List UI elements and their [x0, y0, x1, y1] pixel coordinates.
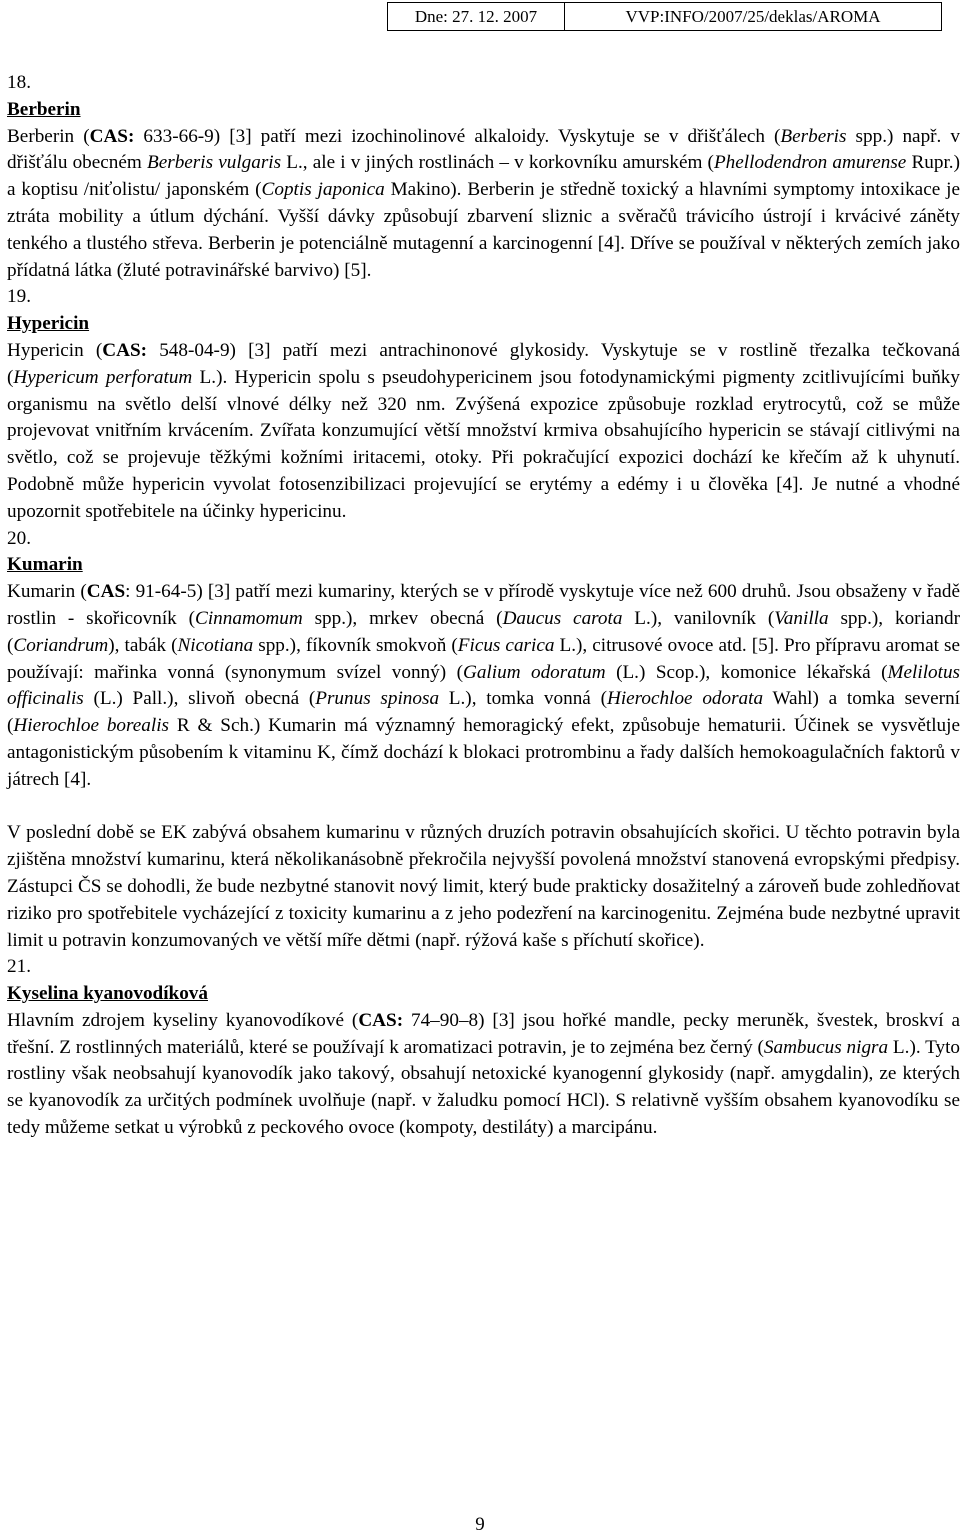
- text-run: spp.), mrkev obecná (: [302, 607, 503, 629]
- italic-text: Cinnamomum: [195, 607, 303, 629]
- text-run: Wahl) a tomka severní (: [7, 688, 960, 737]
- italic-text: Prunus spinosa: [315, 688, 440, 710]
- text-run: (L.) Scop.), komonice lékařská (: [605, 661, 888, 683]
- header-reference: VVP:INFO/2007/25/deklas/AROMA: [625, 6, 881, 26]
- text-run: L.). Hypericin spolu s pseudohypericinem jsou fotodynamickými pigmenty zcitlivujícími buňky organismu na světlo delší vlnové délky než 320 nm. Zvýšená expozice způsobuje rozklad erytrocytů, což se může projevovat vnitřním krvácením. Zvířata konzumující větší množství krmiva obsahujícího hypericin se stávají citlivými na světlo, což se projevuje těžkými kožními iritacemi, otoky. Při pokračující expozici dochází ke křečím až k uhynutí. Podobně může hypericin vyvolat fotosenzibilizaci projevující se erytémy a edémy i u člověka [4]. Je nutné a vhodné upozornit spotřebitele na účinky hypericinu.: [7, 366, 960, 522]
- section: [7, 526, 960, 955]
- section: [7, 70, 960, 284]
- document-body: [7, 70, 960, 1142]
- text-run: L.), tomka vonná (: [439, 688, 607, 710]
- text-run: Hypericin (: [7, 339, 103, 361]
- section-number: 18.: [7, 72, 31, 93]
- bold-text: CAS:: [102, 339, 148, 361]
- text-run: spp.), koriandr (: [7, 607, 960, 656]
- paragraph: [7, 338, 960, 526]
- section-title: Kyselina kyanovodíková: [7, 983, 208, 1005]
- text-run: 633-66-9) [3] patří mezi izochinolinové alkaloidy. Vyskytuje se v dřišťálech (: [134, 125, 781, 147]
- section-title: Berberin: [7, 98, 81, 120]
- italic-text: Hypericum perforatum: [13, 366, 193, 388]
- text-run: R & Sch.) Kumarin má významný hemoragický efekt, způsobuje hematurii. Účinek se vysvětluje antagonistickým působením k vitaminu K, čímž dochází k blokaci protrombinu a řady dalších hemokoagulačních faktorů v játrech [4].: [7, 715, 960, 790]
- text-run: spp.), fíkovník smokvoň (: [253, 634, 458, 656]
- text-run: L.), vanilovník (: [622, 607, 775, 629]
- section-number: 20.: [7, 527, 31, 549]
- italic-text: Sambucus nigra: [763, 1036, 889, 1058]
- bold-text: CAS: [86, 581, 126, 603]
- text-run: Hlavním zdrojem kyseliny kyanovodíkové (: [7, 1009, 359, 1031]
- italic-text: Nicotiana: [177, 634, 254, 656]
- text-run: Makino). Berberin je středně toxický a hlavními symptomy intoxikace je ztráta mobility a útlum dýchání. Vyšší dávky způsobují zbarvení sliznic a svěračů trávicího ústrojí i krvácivé záněty tenkého a tlustého střeva. Berberin je potenciálně mutagenní a karcinogenní [4]. Dříve se používal v některých zemích jako přídatná látka (žluté potravinářské barvivo) [5].: [7, 179, 960, 281]
- page-number: 9: [475, 1514, 485, 1535]
- italic-text: Coriandrum: [13, 634, 109, 656]
- italic-text: Galium odoratum: [462, 661, 606, 683]
- italic-text: Coptis japonica: [261, 179, 385, 201]
- text-run: (L.) Pall.), slivoň obecná (: [83, 688, 316, 710]
- italic-text: Berberis: [780, 125, 847, 147]
- italic-text: Hierochloe borealis: [13, 715, 170, 737]
- paragraph: [7, 124, 960, 285]
- document-header: [387, 2, 942, 31]
- paragraph: [7, 820, 960, 954]
- italic-text: Hierochloe odorata: [606, 688, 764, 710]
- text-run: spp.) např. v dřišťálu obecném: [7, 125, 960, 174]
- italic-text: Phellodendron amurense: [713, 152, 907, 174]
- section: [7, 284, 960, 525]
- text-run: : 91-64-5) [3] patří mezi kumariny, kterých se v přírodě vyskytuje více než 600 druhů. Jsou obsaženy v řadě rostlin - skořicovník (: [7, 581, 960, 629]
- text-run: L., ale i v jiných rostlinách – v korkovníku amurském (: [281, 152, 714, 174]
- text-run: ), tabák (: [108, 634, 178, 656]
- text-run: L.). Tyto rostliny však neobsahují kyanovodík jako takový, obsahují netoxické kyanogenní glykosidy (např. amygdalin), ze kterých se kyanovodík za určitých podmínek uvolňuje (např. v žaludku pomocí HCl). S relativně vyšším obsahem kyanovodíku se tedy můžeme setkat u výrobků z peckového ovoce (kompoty, destiláty) a marcipánu.: [7, 1036, 960, 1139]
- italic-text: Melilotus officinalis: [7, 661, 960, 710]
- italic-text: Berberis vulgaris: [146, 152, 282, 174]
- header-date: Dne: 27. 12. 2007: [388, 3, 565, 30]
- text-run: 548-04-9) [3] patří mezi antrachinonové glykosidy. Vyskytuje se v rostlině třezalka tečkovaná (: [7, 339, 960, 388]
- italic-text: Daucus carota: [502, 607, 623, 629]
- section-number: 21.: [7, 956, 31, 978]
- italic-text: Ficus carica: [457, 634, 555, 656]
- section-title: Hypericin: [7, 313, 90, 335]
- paragraph: [7, 1008, 960, 1142]
- text-run: L.), citrusové ovoce atd. [5]. Pro přípravu aromat se používají: mařinka vonná (synonymum svízel vonný) (: [7, 634, 960, 683]
- text-run: Berberin (: [7, 125, 90, 147]
- bold-text: CAS:: [358, 1009, 404, 1031]
- text-run: 74–90–8) [3] jsou hořké mandle, pecky meruněk, švestek, broskví a třešní. Z rostlinných materiálů, které se používají k aromatizaci potravin, je to zejména bez černý (: [7, 1009, 960, 1058]
- italic-text: Vanilla: [774, 607, 829, 629]
- text-run: V poslední době se EK zabývá obsahem kumarinu v různých druzích potravin obsahujících skořici. U těchto potravin byla zjištěna množství kumarinu, která několikanásobně překročila nejvyšší povolená množství stanovená evropskými předpisy. Zástupci ČS se dohodli, že bude nezbytné stanovit nový limit, který bude prakticky dosažitelný a zároveň bude zohledňovat riziko pro spotřebitele vycházející z toxicity kumarinu a z jeho podezření na karcinogenitu. Zejména bude nezbytné upravit limit u potravin konzumovaných ve větší míře dětmi (např. rýžová kaše s příchutí skořice).: [7, 822, 960, 951]
- text-run: Rupr.) a koptisu /niťolistu/ japonském (: [7, 152, 960, 201]
- bold-text: CAS:: [89, 125, 135, 147]
- paragraph-gap: [7, 794, 960, 821]
- paragraph: [7, 579, 960, 793]
- section-number: 19.: [7, 286, 31, 308]
- section-title: Kumarin: [7, 554, 83, 576]
- section: [7, 954, 960, 1142]
- text-run: Kumarin (: [7, 581, 87, 603]
